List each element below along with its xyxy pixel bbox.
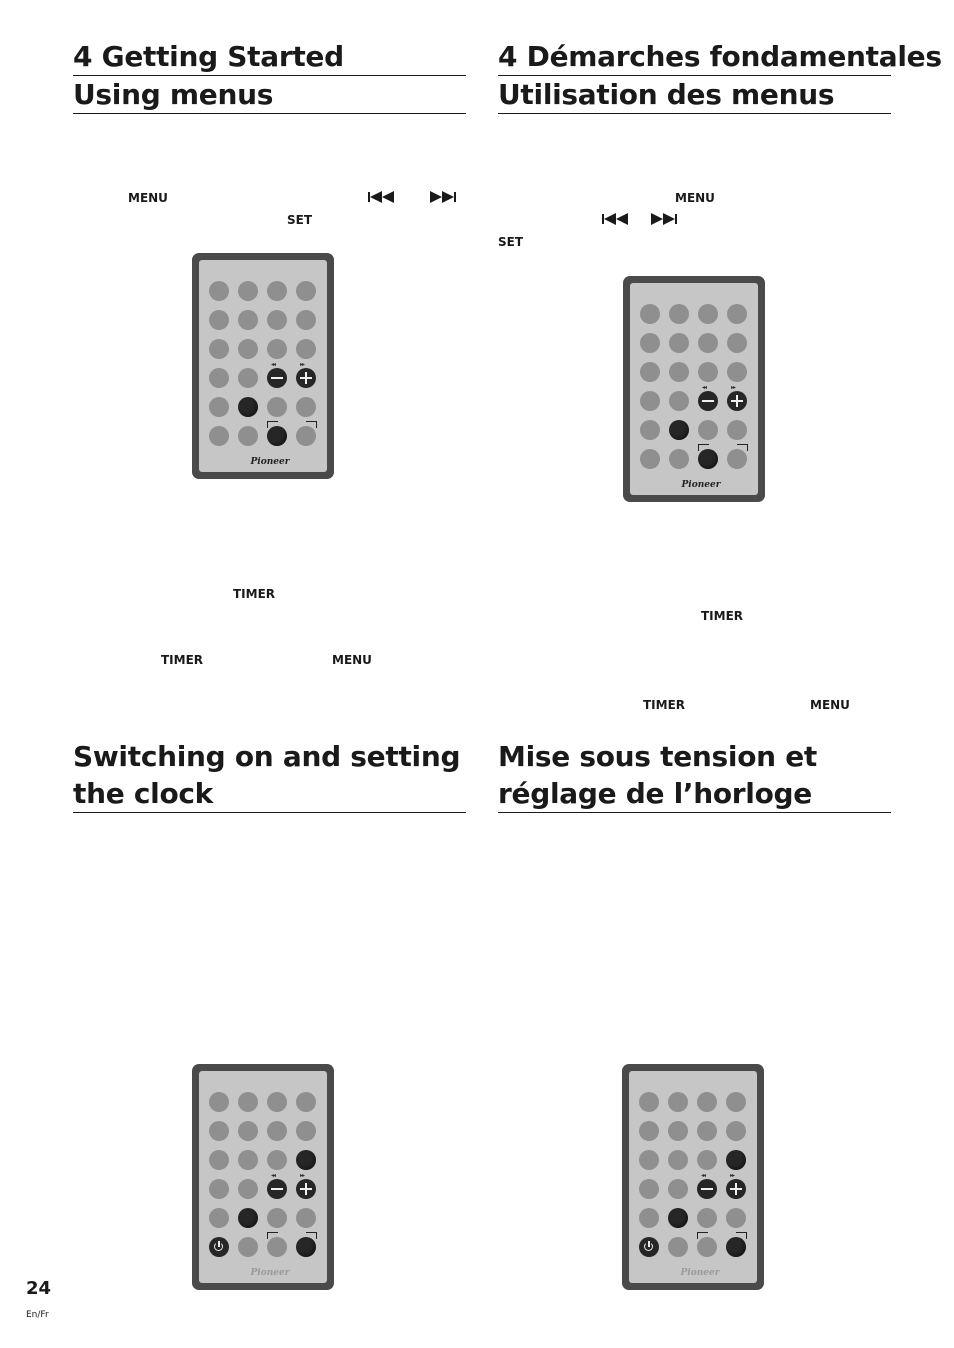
remote-menu-button — [668, 1208, 688, 1228]
remote-button — [296, 281, 316, 301]
remote-button — [640, 304, 660, 324]
power-icon — [639, 1237, 659, 1257]
remote-button — [640, 449, 660, 469]
remote-button — [639, 1121, 659, 1141]
remote-button — [238, 1179, 258, 1199]
fr-section-title: Utilisation des menus — [498, 76, 891, 114]
remote-button — [296, 426, 316, 446]
remote-button — [639, 1208, 659, 1228]
remote-button — [209, 1208, 229, 1228]
remote-next-mark: ▸▸ — [300, 361, 305, 368]
en-menu-label-2: MENU — [332, 653, 372, 667]
remote-illustration-fr-clock — [622, 1064, 764, 1290]
en-clock-title-line1: Switching on and setting — [73, 740, 461, 773]
en-set-label: SET — [287, 213, 313, 227]
remote-button — [668, 1092, 688, 1112]
remote-button — [726, 1121, 746, 1141]
remote-button — [668, 1150, 688, 1170]
remote-next-mark: ▸▸ — [730, 1172, 735, 1179]
remote-button — [238, 310, 258, 330]
fr-menu-label: MENU — [675, 191, 715, 205]
language-code: En/Fr — [26, 1310, 49, 1320]
remote-button — [296, 1121, 316, 1141]
remote-button — [267, 1150, 287, 1170]
en-timer-label: TIMER — [233, 587, 276, 601]
remote-set-button — [296, 1237, 316, 1257]
remote-minus-button — [698, 391, 718, 411]
remote-button — [698, 362, 718, 382]
remote-button — [296, 1208, 316, 1228]
remote-button — [238, 368, 258, 388]
pioneer-logo: Pioneer — [680, 1268, 720, 1278]
remote-prev-mark: ◂◂ — [701, 1172, 706, 1179]
prev-track-icon — [368, 191, 400, 203]
remote-illustration-en-menus — [192, 253, 334, 479]
remote-button — [697, 1237, 717, 1257]
remote-illustration-fr-menus — [623, 276, 765, 502]
remote-set-button — [698, 449, 718, 469]
remote-minus-button — [267, 1179, 287, 1199]
remote-button — [296, 339, 316, 359]
remote-next-mark: ▸▸ — [731, 384, 736, 391]
remote-set-button — [267, 426, 287, 446]
remote-plus-button — [296, 368, 316, 388]
remote-button — [209, 426, 229, 446]
en-timer-label-2: TIMER — [161, 653, 204, 667]
remote-menu-button — [669, 420, 689, 440]
en-menu-label: MENU — [128, 191, 168, 205]
remote-plus-button — [726, 1179, 746, 1199]
remote-button — [726, 1092, 746, 1112]
fr-clock-title-line1: Mise sous tension et — [498, 740, 817, 773]
fr-timer-label: TIMER — [701, 609, 744, 623]
en-section-title: Using menus — [73, 76, 466, 114]
remote-button — [267, 1237, 287, 1257]
remote-button — [238, 1237, 258, 1257]
remote-button — [698, 420, 718, 440]
remote-button — [697, 1121, 717, 1141]
remote-button — [697, 1092, 717, 1112]
remote-button — [727, 333, 747, 353]
remote-button — [238, 281, 258, 301]
remote-button — [238, 1150, 258, 1170]
fr-set-label: SET — [498, 235, 524, 249]
remote-button — [669, 391, 689, 411]
remote-timer-button — [726, 1150, 746, 1170]
remote-button — [669, 304, 689, 324]
remote-minus-button — [697, 1179, 717, 1199]
remote-menu-button — [238, 1208, 258, 1228]
remote-button — [668, 1121, 688, 1141]
fr-timer-label-2: TIMER — [643, 698, 686, 712]
remote-button — [640, 362, 660, 382]
en-clock-heading — [73, 738, 466, 813]
remote-button — [267, 281, 287, 301]
remote-plus-button — [727, 391, 747, 411]
remote-button — [209, 281, 229, 301]
remote-button — [296, 310, 316, 330]
remote-button — [209, 1092, 229, 1112]
remote-menu-button — [238, 397, 258, 417]
remote-button — [697, 1208, 717, 1228]
next-track-icon — [430, 191, 462, 203]
remote-button — [697, 1150, 717, 1170]
en-chapter-title: 4 Getting Started — [73, 38, 466, 76]
fr-chapter-heading — [498, 38, 942, 114]
remote-button — [698, 304, 718, 324]
remote-button — [209, 1121, 229, 1141]
remote-button — [698, 333, 718, 353]
remote-button — [209, 1179, 229, 1199]
remote-button — [238, 1092, 258, 1112]
pioneer-logo: Pioneer — [250, 457, 290, 467]
remote-minus-button — [267, 368, 287, 388]
remote-button — [640, 333, 660, 353]
remote-button — [727, 304, 747, 324]
remote-next-mark: ▸▸ — [300, 1172, 305, 1179]
remote-button — [727, 362, 747, 382]
prev-track-icon — [602, 213, 634, 225]
remote-button — [668, 1237, 688, 1257]
remote-prev-mark: ◂◂ — [271, 1172, 276, 1179]
remote-plus-button — [296, 1179, 316, 1199]
fr-menu-label-2: MENU — [810, 698, 850, 712]
remote-button — [267, 1121, 287, 1141]
remote-button — [238, 1121, 258, 1141]
remote-button — [669, 333, 689, 353]
remote-button — [669, 362, 689, 382]
remote-button — [639, 1092, 659, 1112]
remote-button — [238, 426, 258, 446]
remote-button — [639, 1150, 659, 1170]
remote-button — [267, 339, 287, 359]
remote-button — [726, 1208, 746, 1228]
pioneer-logo: Pioneer — [681, 480, 721, 490]
remote-illustration-en-clock — [192, 1064, 334, 1290]
en-chapter-heading — [73, 38, 466, 114]
remote-button — [296, 1092, 316, 1112]
remote-button — [727, 449, 747, 469]
remote-button — [267, 397, 287, 417]
pioneer-logo: Pioneer — [250, 1268, 290, 1278]
remote-button — [669, 449, 689, 469]
remote-button — [209, 368, 229, 388]
remote-button — [640, 391, 660, 411]
en-clock-title-line2: the clock — [73, 775, 466, 813]
remote-button — [727, 420, 747, 440]
remote-prev-mark: ◂◂ — [702, 384, 707, 391]
remote-button — [209, 310, 229, 330]
remote-button — [209, 397, 229, 417]
remote-button — [267, 310, 287, 330]
remote-button — [267, 1092, 287, 1112]
remote-button — [668, 1179, 688, 1199]
remote-button — [238, 339, 258, 359]
remote-timer-button — [296, 1150, 316, 1170]
remote-prev-mark: ◂◂ — [271, 361, 276, 368]
fr-clock-heading — [498, 738, 891, 813]
power-icon — [209, 1237, 229, 1257]
remote-set-button — [726, 1237, 746, 1257]
remote-button — [639, 1179, 659, 1199]
remote-button — [296, 397, 316, 417]
remote-button — [640, 420, 660, 440]
fr-chapter-title: 4 Démarches fondamentales — [498, 38, 891, 76]
next-track-icon — [651, 213, 683, 225]
remote-button — [209, 1150, 229, 1170]
fr-clock-title-line2: réglage de l’horloge — [498, 775, 891, 813]
page-number: 24 — [26, 1278, 52, 1299]
remote-button — [267, 1208, 287, 1228]
remote-button — [209, 339, 229, 359]
